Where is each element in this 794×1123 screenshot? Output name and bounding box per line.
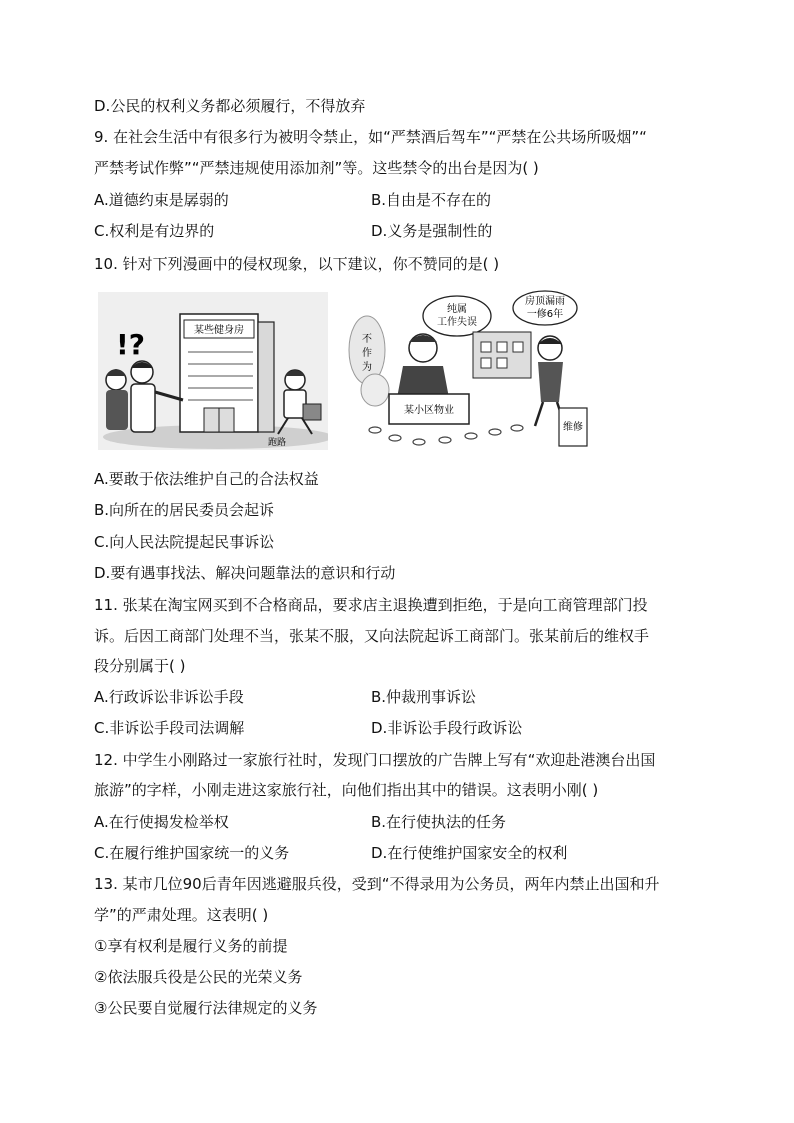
bubble1-line2: 工作失误	[437, 317, 477, 328]
q13-item3: ③公民要自觉履行法律规定的义务	[94, 999, 318, 1017]
runner-label: 跑路	[268, 438, 287, 448]
q10-option-d: D.要有遇事找法、解决问题靠法的意识和行动	[94, 564, 396, 582]
exclaim-mark: !?	[116, 328, 146, 361]
q10-stem: 10. 针对下列漫画中的侵权现象，以下建议，你不赞同的是( )	[94, 255, 500, 273]
q10-option-a: A.要敢于依法维护自己的合法权益	[94, 470, 319, 488]
q8-option-d: D.公民的权利义务都必须履行，不得放弃	[94, 97, 366, 115]
smoke-cloud	[349, 316, 389, 406]
q10-option-b: B.向所在的居民委员会起诉	[94, 501, 275, 519]
desk-label: 某小区物业	[404, 405, 454, 416]
leaky-house	[473, 332, 531, 378]
bubble2-line1: 房顶漏雨	[525, 296, 565, 307]
cartoon-gym-runaway	[98, 292, 328, 450]
q11-option-a: A.行政诉讼非诉讼手段	[94, 688, 244, 706]
q12-option-d: D.在行使维护国家安全的权利	[371, 844, 568, 862]
q12-stem-line1: 12. 中学生小刚路过一家旅行社时，发现门口摆放的广告牌上写有“欢迎赴港澳台出国	[94, 751, 656, 769]
speech-bubble-1	[423, 296, 491, 336]
bubble2-line2: 一修6年	[526, 309, 564, 320]
cartoon-property-inaction	[345, 290, 590, 450]
bubble1-line1: 纯属	[447, 304, 467, 315]
q13-stem-line1: 13. 某市几位90后青年因逃避服兵役，受到“不得录用为公务员，两年内禁止出国和升	[94, 875, 660, 893]
q11-stem-line2: 诉。后因工商部门处理不当，张某不服，又向法院起诉工商部门。张某前后的维权手	[94, 627, 650, 645]
building-sign: 某些健身房	[194, 325, 244, 336]
q9-option-d: D.义务是强制性的	[371, 222, 493, 240]
paper-label: 维修	[563, 422, 583, 433]
q11-option-d: D.非诉讼手段行政诉讼	[371, 719, 523, 737]
q11-stem-line3: 段分别属于( )	[94, 657, 186, 675]
q12-stem-line2: 旅游”的字样，小刚走进这家旅行社，向他们指出其中的错误。这表明小刚( )	[94, 781, 599, 799]
q10-option-c: C.向人民法院提起民事诉讼	[94, 533, 275, 551]
q9-option-c: C.权利是有边界的	[94, 222, 215, 240]
q9-stem-line2: 严禁考试作弊”“严禁违规使用添加剂”等。这些禁令的出台是因为( )	[94, 159, 539, 177]
q13-item1: ①享有权利是履行义务的前提	[94, 937, 288, 955]
q9-option-a: A.道德约束是孱弱的	[94, 191, 229, 209]
q12-option-c: C.在履行维护国家统一的义务	[94, 844, 290, 862]
q11-option-c: C.非诉讼手段司法调解	[94, 719, 245, 737]
smoke-text-3: 为	[362, 362, 372, 373]
smoke-text-1: 不	[362, 334, 372, 345]
q13-item2: ②依法服兵役是公民的光荣义务	[94, 968, 303, 986]
q13-stem-line2: 学”的严肃处理。这表明( )	[94, 906, 269, 924]
q11-option-b: B.仲裁刑事诉讼	[371, 688, 477, 706]
footprint-trail	[369, 425, 523, 445]
q9-option-b: B.自由是不存在的	[371, 191, 492, 209]
smoke-text-2: 作	[362, 348, 372, 359]
q12-option-a: A.在行使揭发检举权	[94, 813, 229, 831]
q12-option-b: B.在行使执法的任务	[371, 813, 507, 831]
q9-stem-line1: 9. 在社会生活中有很多行为被明令禁止，如“严禁酒后驾车”“严禁在公共场所吸烟”“	[94, 128, 647, 146]
q11-stem-line1: 11. 张某在淘宝网买到不合格商品，要求店主退换遭到拒绝，于是向工商管理部门投	[94, 596, 648, 614]
